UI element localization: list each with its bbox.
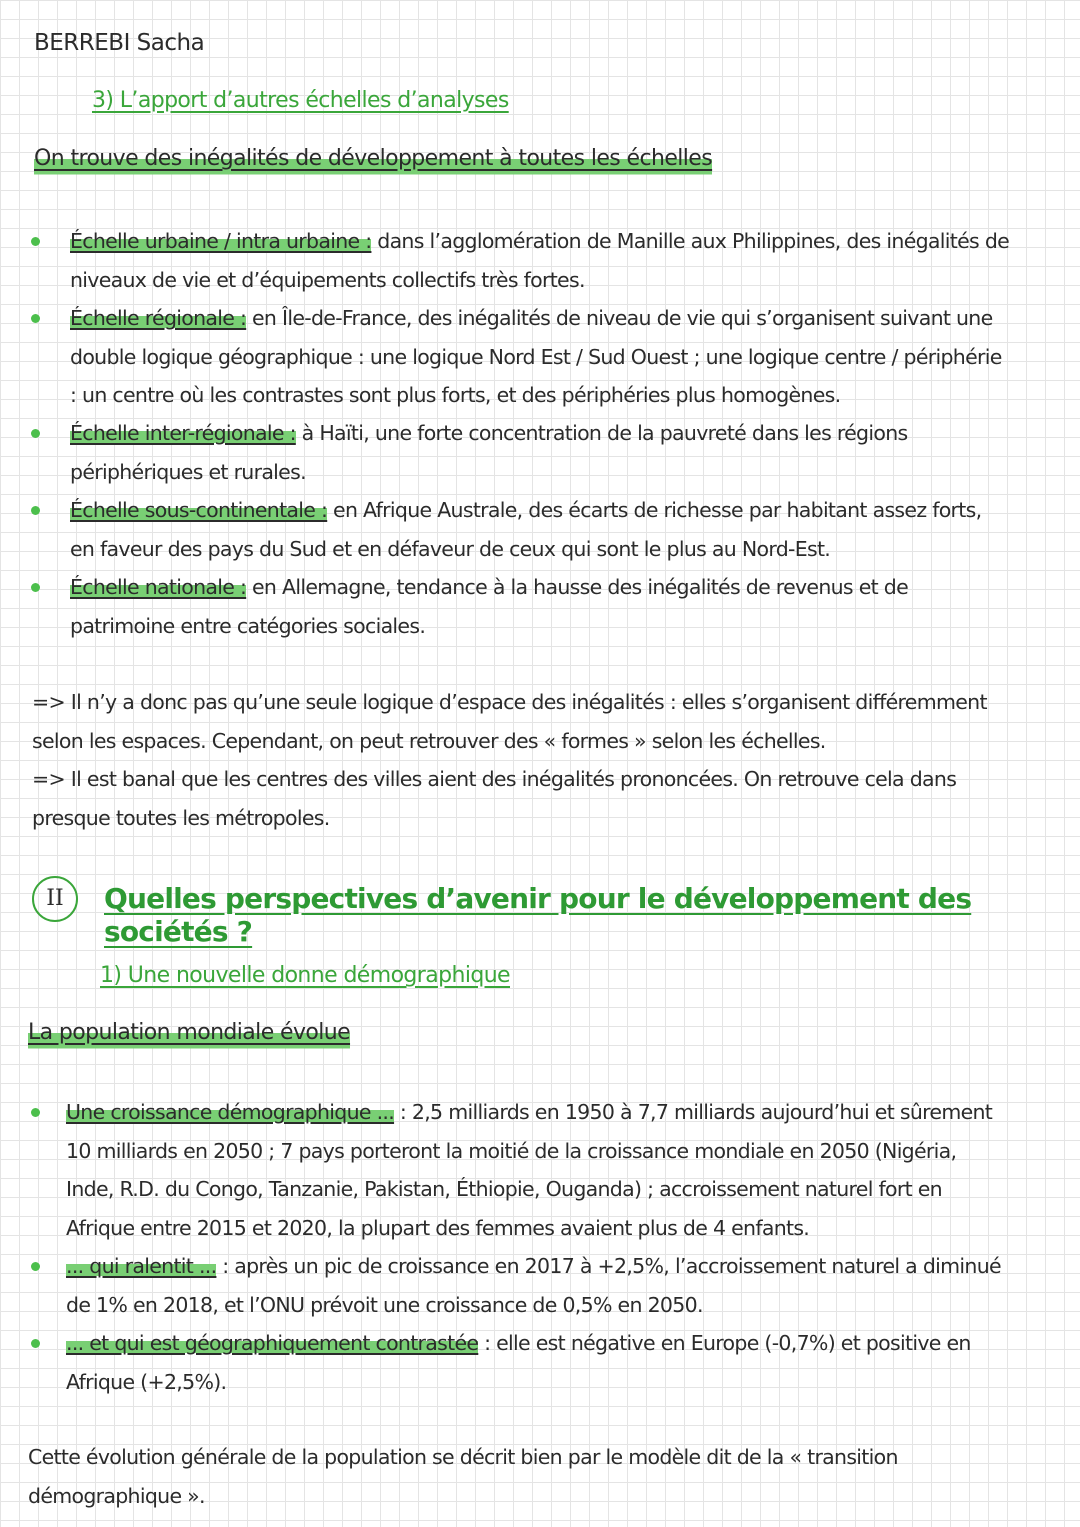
list-item	[70, 568, 1010, 645]
bullet-dot-icon	[31, 1108, 40, 1117]
lead-highlight: La population mondiale évolue	[28, 1020, 350, 1051]
list-item	[70, 414, 1010, 491]
list-item	[70, 222, 1010, 299]
conclusion-1: => Il n’y a donc pas qu’une seule logique d’espace des inégalités : elles s’organisent différemment selon les espaces. Cependant, on peut retrouver des « formes » selon les échelles.	[32, 690, 987, 753]
bullet-dot-icon	[31, 237, 40, 246]
list-item	[66, 1247, 1006, 1324]
item-text: dans l’agglomération de Manille aux Philippines, des inégalités de niveaux de vie et d’équipements collectifs très fortes.	[70, 229, 1010, 292]
item-label: Échelle inter-régionale :	[70, 421, 296, 445]
section-3-lead	[34, 146, 712, 171]
bullet-dot-icon	[31, 1262, 40, 1271]
item-text: en Île-de-France, des inégalités de niveau de vie qui s’organisent suivant une double logique géographique : une logique Nord Est / Sud Ouest ; une logique centre / périphérie : un centre où les contrastes sont plus forts, et des périphéries plus homogènes.	[70, 306, 1002, 407]
closing-paragraph: Cette évolution générale de la population se décrit bien par le modèle dit de la « transition démographique ».	[28, 1445, 898, 1508]
item-text: en Allemagne, tendance à la hausse des inégalités de revenus et de patrimoine entre catégories sociales.	[70, 575, 909, 638]
item-label: ... qui ralentit ...	[66, 1254, 217, 1278]
item-text: à Haïti, une forte concentration de la pauvreté dans les régions périphériques et rurales.	[70, 421, 908, 484]
bullet-dot-icon	[31, 1339, 40, 1348]
item-label: Échelle régionale :	[70, 306, 247, 330]
item-text: : elle est négative en Europe (-0,7%) et positive en Afrique (+2,5%).	[66, 1331, 971, 1394]
conclusion-2: => Il est banal que les centres des villes aient des inégalités prononcées. On retrouve cela dans presque toutes les métropoles.	[32, 767, 957, 830]
list-item	[66, 1324, 1006, 1401]
item-text: en Afrique Australe, des écarts de richesse par habitant assez forts, en faveur des pays du Sud et en défaveur de ceux qui sont le plus au Nord-Est.	[70, 498, 982, 561]
bullet-dot-icon	[31, 583, 40, 592]
part-2-subtitle: 1) Une nouvelle donne démographique	[100, 963, 510, 988]
bullet-dot-icon	[31, 506, 40, 515]
author-name: BERREBI Sacha	[34, 30, 205, 56]
item-label: Une croissance démographique ...	[66, 1100, 395, 1124]
bullet-dot-icon	[31, 314, 40, 323]
part-2-lead	[28, 1020, 350, 1045]
list-item	[70, 491, 1010, 568]
item-text: : après un pic de croissance en 2017 à +2,5%, l’accroissement naturel a diminué de 1% en 2018, et l’ONU prévoit une croissance de 0,5% en 2050.	[66, 1254, 1001, 1317]
list-item	[66, 1093, 1006, 1247]
item-label: Échelle urbaine / intra urbaine :	[70, 229, 372, 253]
bullet-dot-icon	[31, 429, 40, 438]
item-label: Échelle sous-continentale :	[70, 498, 328, 522]
part-2-title: Quelles perspectives d’avenir pour le développement des sociétés ?	[104, 882, 972, 948]
part-numeral-badge: II	[32, 876, 78, 922]
item-label: ... et qui est géographiquement contrastée	[66, 1331, 479, 1355]
list-item	[70, 299, 1010, 415]
item-text: : 2,5 milliards en 1950 à 7,7 milliards aujourd’hui et sûrement 10 milliards en 2050 ; 7 pays porteront la moitié de la croissance mondiale en 2050 (Nigéria, Inde, R.D. du Congo, Tanzanie, Pakistan, Éthiopie, Ouganda) ; accroissement naturel fort en Afrique entre 2015 et 2020, la plupart des femmes avaient plus de 4 enfants.	[66, 1100, 993, 1240]
section-3-title: 3) L’apport d’autres échelles d’analyses	[92, 88, 509, 113]
item-label: Échelle nationale :	[70, 575, 247, 599]
lead-highlight: On trouve des inégalités de développement à toutes les échelles	[34, 146, 712, 177]
